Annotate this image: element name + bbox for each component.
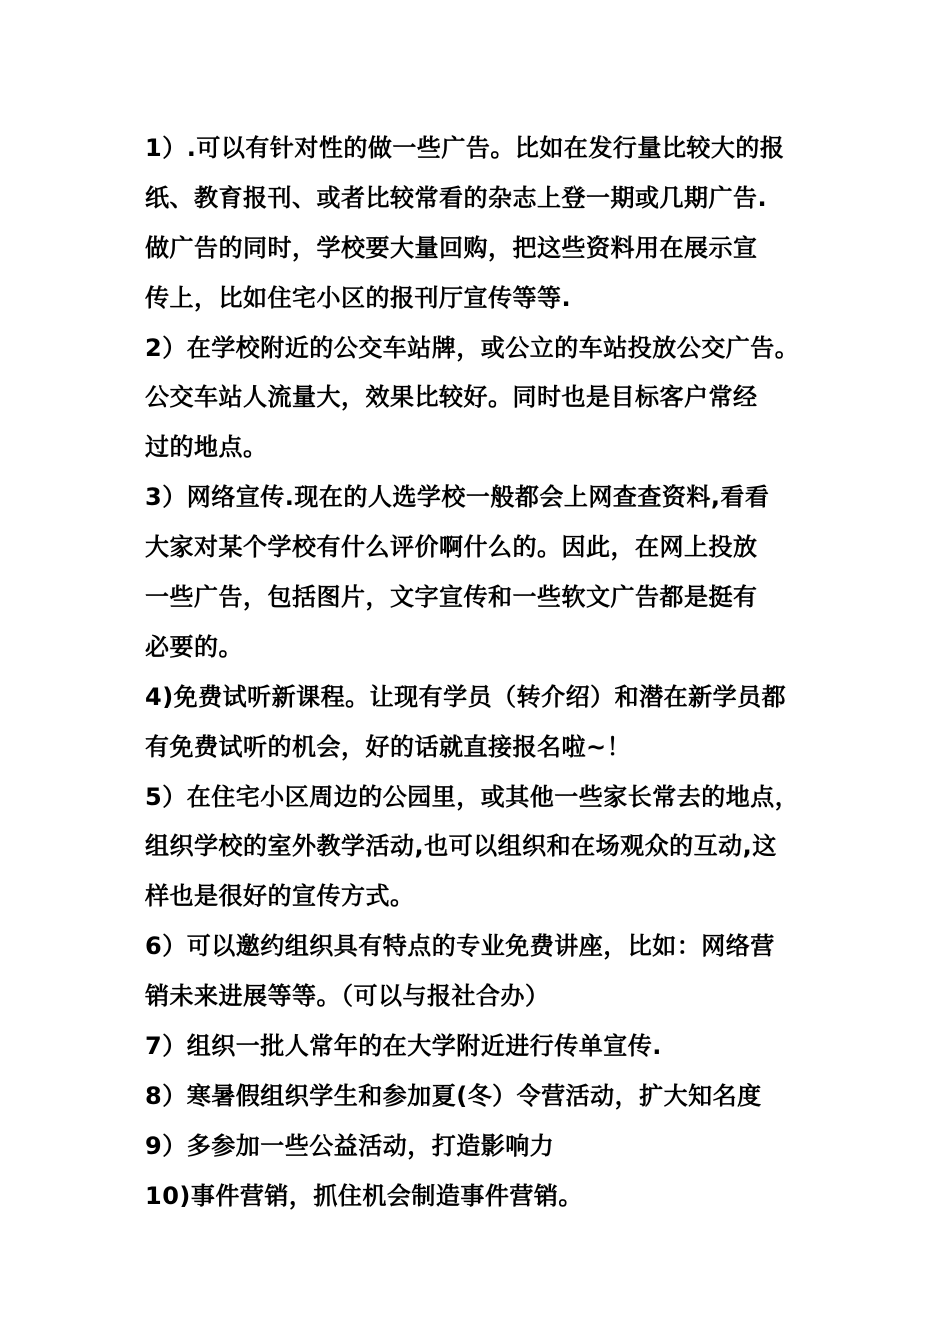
text-line: 9）多参加一些公益活动，打造影响力 [145,1131,555,1160]
text-line: 做广告的同时，学校要大量回购，把这些资料用在展示宣 [145,233,758,262]
text-line: 传上，比如住宅小区的报刊厅宣传等等. [145,283,572,312]
document-body [145,124,815,1222]
text-line: 4)免费试听新课程。让现有学员（转介绍）和潜在新学员都 [145,682,787,711]
text-line: 大家对某个学校有什么评价啊什么的。因此，在网上投放 [145,533,758,562]
text-line: 必要的。 [145,632,243,661]
text-line: 有免费试听的机会，好的话就直接报名啦~！ [145,732,632,761]
text-line: 7）组织一批人常年的在大学附近进行传单宣传. [145,1032,662,1061]
text-line: 6）可以邀约组织具有特点的专业免费讲座，比如：网络营 [145,932,775,961]
text-line: 2）在学校附近的公交车站牌，或公立的车站投放公交广告。 [145,333,800,362]
text-line: 样也是很好的宣传方式。 [145,882,415,911]
text-line: 公交车站人流量大，效果比较好。同时也是目标客户常经 [145,383,758,412]
text-line: 过的地点。 [145,433,268,462]
text-line: 10)事件营销，抓住机会制造事件营销。 [145,1181,583,1210]
text-line: 3）网络宣传.现在的人选学校一般都会上网查查资料,看看 [145,483,770,512]
text-line: 组织学校的室外教学活动,也可以组织和在场观众的互动,这 [145,832,777,861]
text-line: 8）寒暑假组织学生和参加夏(冬）令营活动，扩大知名度 [145,1081,762,1110]
text-line: 纸、教育报刊、或者比较常看的杂志上登一期或几期广告. [145,183,768,212]
text-line: 销未来进展等等。（可以与报社合办） [145,982,550,1011]
text-line: 一些广告，包括图片，文字宣传和一些软文广告都是挺有 [145,583,758,612]
text-line: 1）.可以有针对性的做一些广告。比如在发行量比较大的报 [145,134,785,162]
text-line: 5）在住宅小区周边的公园里，或其他一些家长常去的地点， [145,782,800,811]
